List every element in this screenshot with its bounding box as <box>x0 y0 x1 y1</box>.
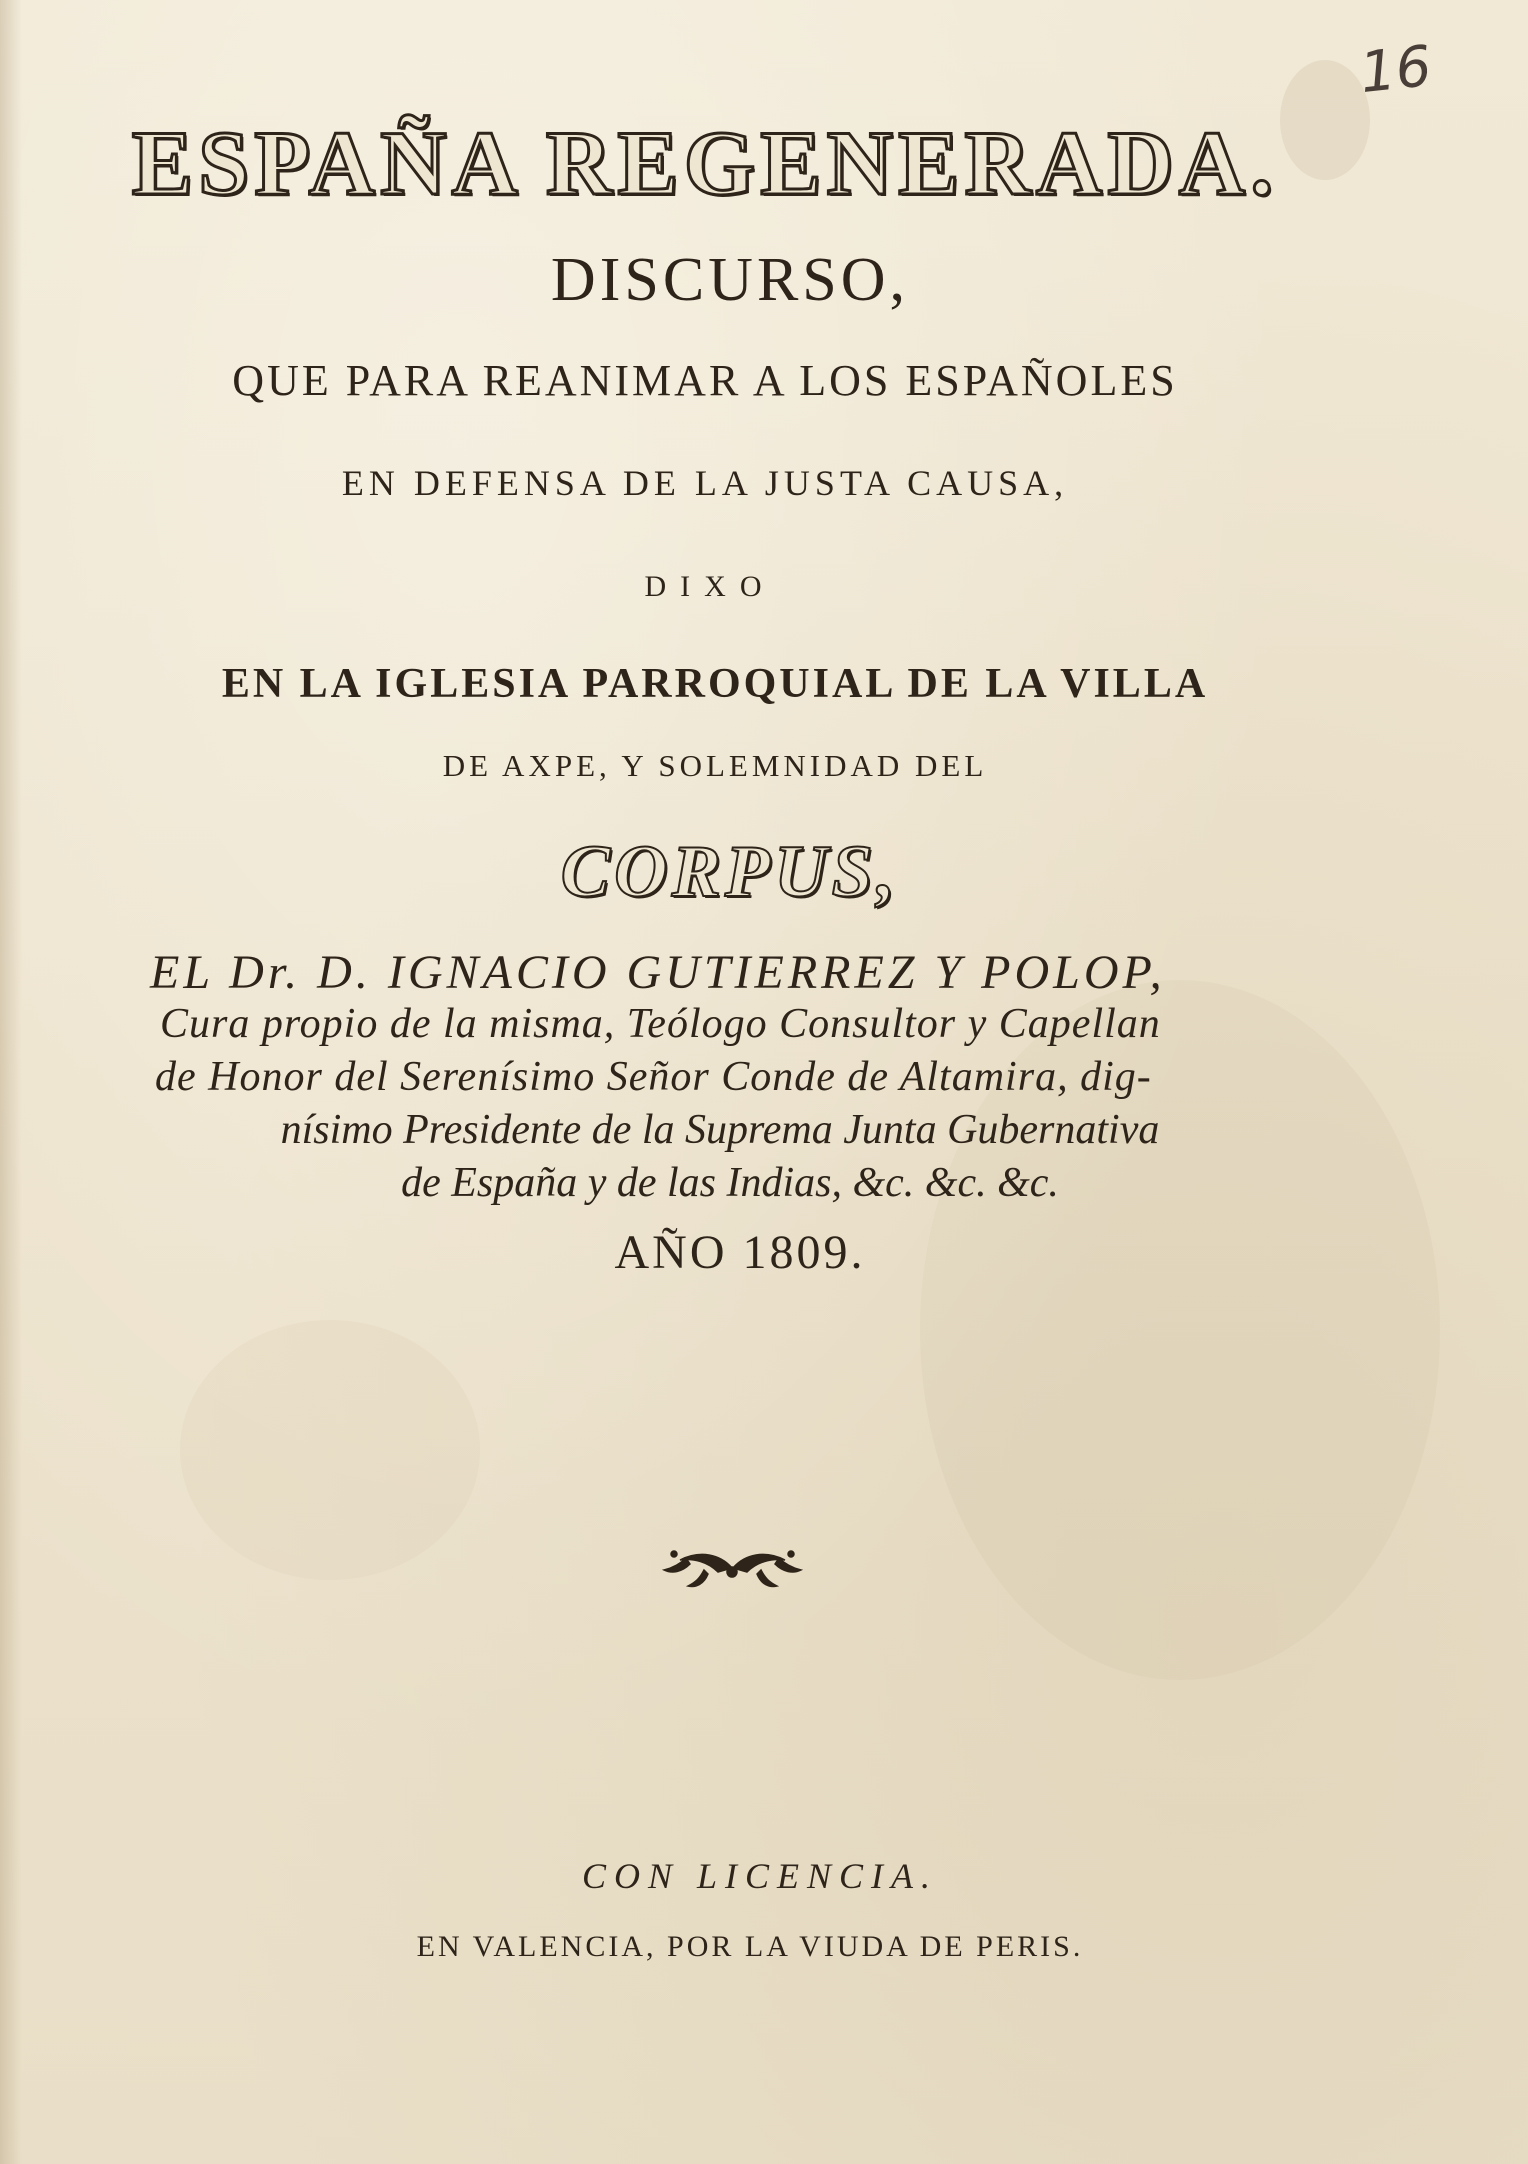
handwritten-page-number: 16 <box>1356 33 1435 107</box>
credentials-line: Cura propio de la misma, Teólogo Consultor y Capellan <box>160 1001 1161 1047</box>
place-line-2: DE AXPE, Y SOLEMNIDAD DEL <box>442 748 988 783</box>
publication-year: AÑO 1809. <box>614 1226 866 1279</box>
credentials-line: nísimo Presidente de la Suprema Junta Gubernativa <box>280 1107 1160 1153</box>
foxing-stain <box>180 1320 480 1580</box>
page-edge <box>0 0 22 2164</box>
feast-corpus: CORPUS, <box>560 831 900 913</box>
purpose-line-2: EN DEFENSA DE LA JUSTA CAUSA, <box>341 463 1069 503</box>
floral-vignette-icon <box>660 1538 805 1594</box>
purpose-line-1: QUE PARA REANIMAR A LOS ESPAÑOLES <box>232 356 1178 405</box>
author-name: EL Dr. D. IGNACIO GUTIERREZ Y POLOP, <box>150 946 1166 999</box>
license-notice: CON LICENCIA. <box>581 1856 939 1896</box>
credentials-line: de España y de las Indias, &c. &c. &c. <box>401 1160 1059 1206</box>
verb-dixo: DIXO <box>644 570 776 603</box>
place-line-1: EN LA IGLESIA PARROQUIAL DE LA VILLA <box>221 661 1209 707</box>
subtitle-discurso: DISCURSO, <box>550 246 910 314</box>
imprint: EN VALENCIA, POR LA VIUDA DE PERIS. <box>416 1930 1084 1963</box>
credentials-line: de Honor del Serenísimo Señor Conde de Altamira, dig- <box>155 1054 1152 1100</box>
foxing-stain <box>1280 60 1370 180</box>
book-title: ESPAÑA REGENERADA. <box>131 112 1279 214</box>
